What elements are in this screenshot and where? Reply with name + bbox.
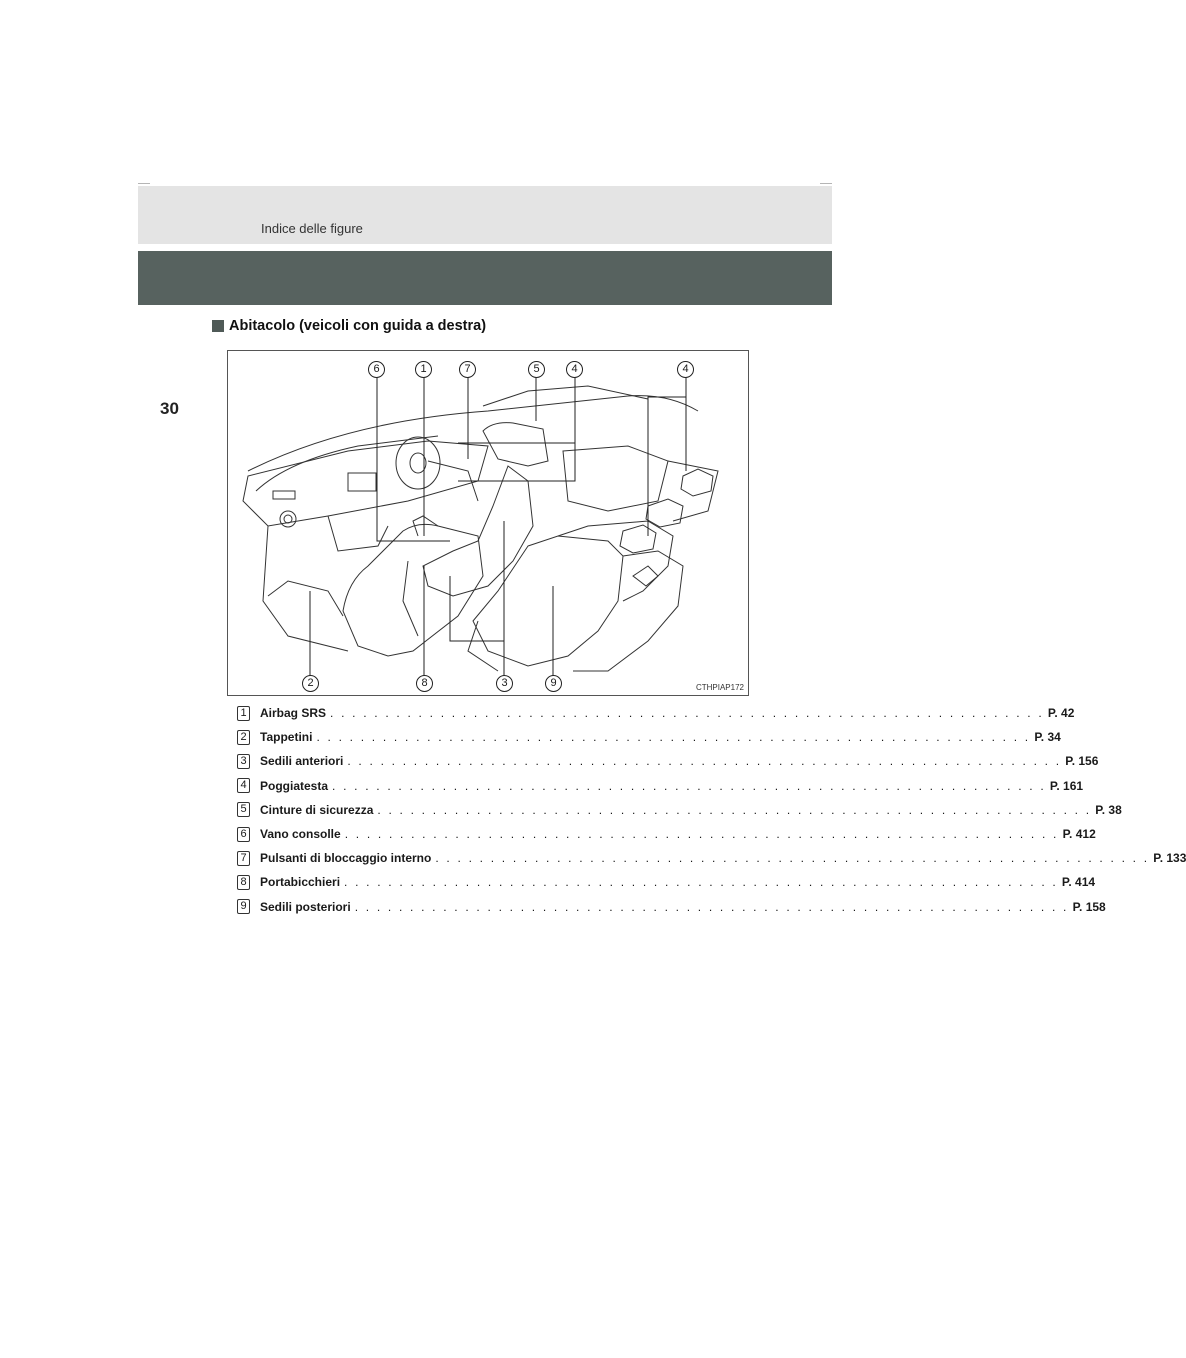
- legend-item[interactable]: [237, 822, 1096, 846]
- legend-label: Cinture di sicurezza: [260, 802, 374, 817]
- legend-item[interactable]: [237, 701, 1075, 725]
- legend-label: Sedili anteriori: [260, 754, 344, 769]
- legend-number: 7: [237, 851, 250, 866]
- callout-1: 1: [415, 361, 432, 378]
- legend-item[interactable]: [237, 846, 1186, 870]
- legend-item[interactable]: [237, 749, 1099, 773]
- car-interior-drawing: [228, 351, 750, 697]
- legend-page-ref[interactable]: P. 156: [1065, 754, 1099, 769]
- legend-label: Sedili posteriori: [260, 899, 351, 914]
- callout-8: 8: [416, 675, 433, 692]
- dot-leader: . . . . . . . . . . . . . . . . . . . . . . . . . . . . . . . . . . . . . . . . . . . . . . . . . . . . . . . . . . . . . . . . .: [344, 827, 1059, 842]
- legend-item[interactable]: [237, 798, 1122, 822]
- legend-number: 4: [237, 778, 250, 793]
- legend-number: 1: [237, 706, 250, 721]
- callout-7: 7: [459, 361, 476, 378]
- cabin-illustration: [227, 350, 749, 696]
- callout-5: 5: [528, 361, 545, 378]
- sub-heading: [212, 318, 486, 334]
- page-number: 30: [160, 399, 179, 418]
- crop-mark: [820, 183, 832, 184]
- dot-leader: . . . . . . . . . . . . . . . . . . . . . . . . . . . . . . . . . . . . . . . . . . . . . . . . . . . . . . . . . . . . . . . . .: [435, 851, 1150, 866]
- crop-mark: [138, 183, 150, 184]
- legend-label: Vano consolle: [260, 827, 341, 842]
- legend-page-ref[interactable]: P. 412: [1062, 827, 1096, 842]
- callout-4-rear: 4: [677, 361, 694, 378]
- dot-leader: . . . . . . . . . . . . . . . . . . . . . . . . . . . . . . . . . . . . . . . . . . . . . . . . . . . . . . . . . . . . . . . . .: [330, 706, 1044, 721]
- legend-number: 9: [237, 899, 250, 914]
- legend-page-ref[interactable]: P. 42: [1047, 706, 1075, 721]
- legend-page-ref[interactable]: P. 34: [1034, 730, 1061, 745]
- dot-leader: . . . . . . . . . . . . . . . . . . . . . . . . . . . . . . . . . . . . . . . . . . . . . . . . . . . . . . . . . . . . . . . . .: [354, 899, 1069, 914]
- legend-page-ref[interactable]: P. 161: [1049, 778, 1084, 793]
- dot-leader: . . . . . . . . . . . . . . . . . . . . . . . . . . . . . . . . . . . . . . . . . . . . . . . . . . . . . . . . . . . . . . . . .: [377, 802, 1092, 817]
- legend-page-ref[interactable]: P. 414: [1061, 875, 1096, 890]
- legend-page-ref[interactable]: P. 133: [1153, 851, 1186, 866]
- legend-label: Pulsanti di bloccaggio interno: [260, 851, 432, 866]
- legend-label: Poggiatesta: [260, 778, 329, 793]
- square-bullet-icon: [212, 320, 224, 332]
- callout-9: 9: [545, 675, 562, 692]
- callout-6: 6: [368, 361, 385, 378]
- legend-label: Portabicchieri: [260, 875, 341, 890]
- legend-label: Tappetini: [260, 730, 313, 745]
- sub-heading-text: Abitacolo (veicoli con guida a destra): [229, 318, 487, 334]
- title-bar: [138, 251, 832, 305]
- legend-number: 3: [237, 754, 250, 769]
- legend-number: 5: [237, 802, 250, 817]
- callout-2: 2: [302, 675, 319, 692]
- callout-3: 3: [496, 675, 513, 692]
- section-title: Indice delle figure: [261, 221, 363, 236]
- legend-item[interactable]: [237, 870, 1096, 894]
- legend-number: 8: [237, 875, 250, 890]
- dot-leader: . . . . . . . . . . . . . . . . . . . . . . . . . . . . . . . . . . . . . . . . . . . . . . . . . . . . . . . . . . . . . . . . .: [344, 875, 1058, 890]
- dot-leader: . . . . . . . . . . . . . . . . . . . . . . . . . . . . . . . . . . . . . . . . . . . . . . . . . . . . . . . . . . . . . . . . .: [316, 730, 1031, 745]
- callout-4: 4: [566, 361, 583, 378]
- legend-item[interactable]: [237, 774, 1084, 798]
- legend-page-ref[interactable]: P. 158: [1072, 899, 1106, 914]
- legend-number: 6: [237, 827, 250, 842]
- legend-number: 2: [237, 730, 250, 745]
- dot-leader: . . . . . . . . . . . . . . . . . . . . . . . . . . . . . . . . . . . . . . . . . . . . . . . . . . . . . . . . . . . . . . . . .: [332, 778, 1046, 793]
- legend-list: [237, 701, 1186, 919]
- legend-item[interactable]: [237, 725, 1061, 749]
- legend-page-ref[interactable]: P. 38: [1095, 802, 1122, 817]
- figure-code: CTHPIAP172: [695, 683, 744, 692]
- legend-label: Airbag SRS: [260, 706, 327, 721]
- dot-leader: . . . . . . . . . . . . . . . . . . . . . . . . . . . . . . . . . . . . . . . . . . . . . . . . . . . . . . . . . . . . . . . . .: [347, 754, 1062, 769]
- legend-item[interactable]: [237, 895, 1106, 919]
